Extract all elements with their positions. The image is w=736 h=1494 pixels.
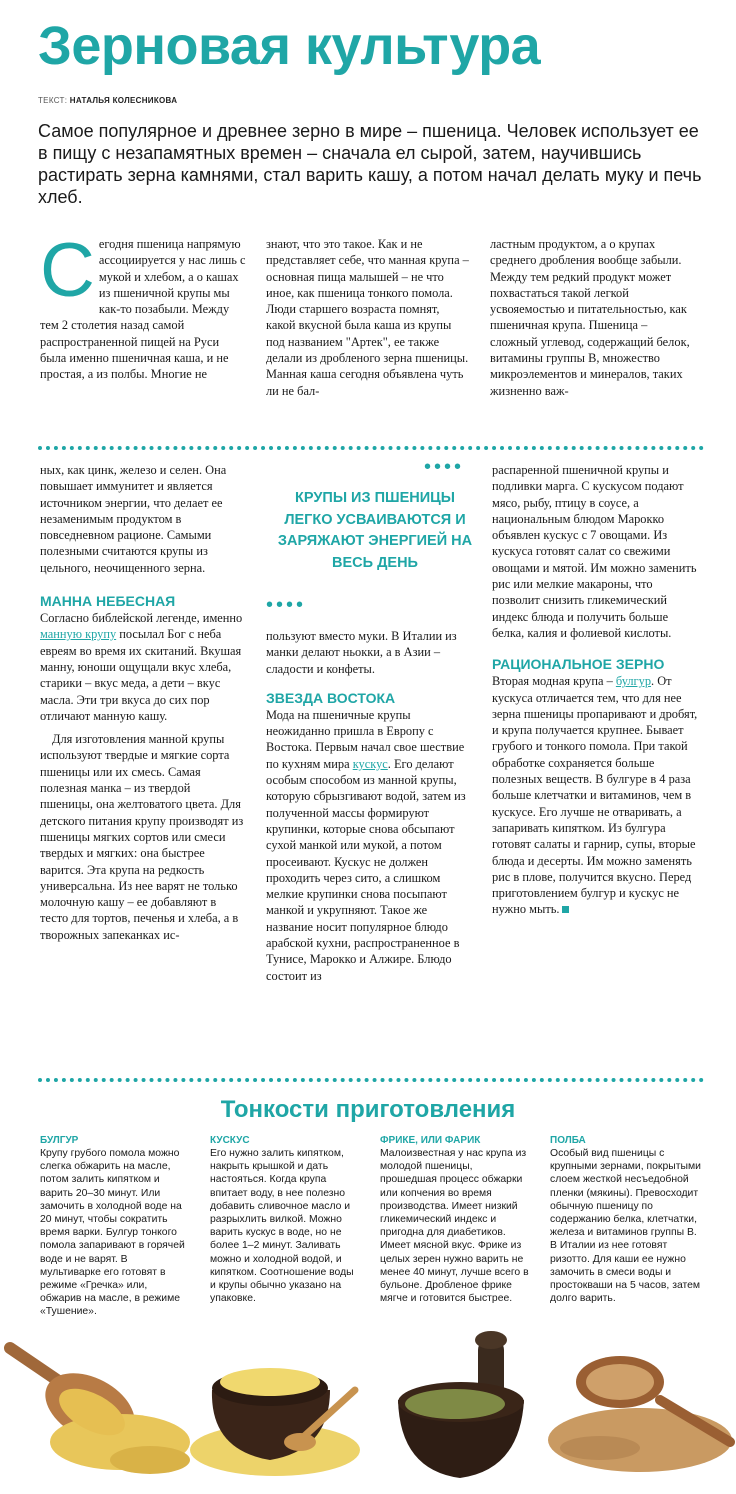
bulgur-scoop-illustration <box>10 1348 190 1474</box>
intro-column-3: ластным продуктом, а о крупах среднего дробления вообще забыли. Между тем редкий продукт может похвастаться такой легкой усвояемостью и питательностью, как пшеничная крупа. Пшеница – сложный углевод, содержащий белок, витамины группы В, множество микроэлементов и минералов, таких жизненно важ- <box>490 237 690 398</box>
tip-kuskus: КУСКУС Его нужно залить кипятком, накрыть крышкой и дать настояться. Когда крупа впитает воду, в нее полезно добавить сливочное масло и разрыхлить вилкой. Можно варить кускус в воде, но не более 1–2 минут. Заливать можно и холодной водой, и кипятком. Соотношение воды и крупы обычно указано на упаковке. <box>210 1135 354 1305</box>
middle-column: пользуют вместо муки. В Италии из манки делают ньокки, а в Азии – сладости и конфеты. ЗВЕЗДА ВОСТОКА Мода на пшеничные крупы неожиданно пришла в Европу с Востока. Первым начал свое шествие по кухням мира кускус. Его делают особым способом из манной крупы, которую сбрызгивают водой, затем из полученной массы формируют крупинки, которые снова обсыпают сухой манкой или мукой, а потом просеивают. Кускус не должен проходить через сито, а слишком мелкие крупинки снова посыпают манкой и укрупняют. Такое же название носит популярное блюдо арабской кухни, распространенное в Тунисе, Марокко и Алжире. Блюдо состоит из <box>266 628 472 984</box>
tips-title: Тонкости приготовления <box>220 1096 516 1123</box>
couscous-pot-illustration <box>190 1368 360 1476</box>
tip-frike: ФРИКЕ, ИЛИ ФАРИК Малоизвестная у нас крупа из молодой пшеницы, прошедшая процесс обжарки или копчения во время производства. Имеет низкий гликемический индекс и пригодна для диабетиков. Имеет мясной вкус. Фрике из целых зерен нужно варить не менее 40 минут, лучше всего в бульоне. Дробленое фрике мягче и готовится быстрее. <box>380 1135 529 1305</box>
tip-polba: ПОЛБА Особый вид пшеницы с крупными зернами, покрытыми слоем жесткой несъедобной пленки (мякины). Превосходит обычную пшеницу по содержанию белка, клетчатки, железа и витаминов группы В. В Италии из нее готовят ризотто. Для каши ее нужно замочить в смеси воды и простокваши на 5 часов, затем долго варить. <box>550 1135 701 1305</box>
right-column: распаренной пшеничной крупы и подливки марга. С кускусом подают мясо, рыбу, птицу в соусе, а национальным блюдом Марокко объявлен кускус с 7 овощами. Из кускуса готовят салат со свежими овощами и мятой. Им можно заменить рис или мелкие макароны, что позволит снизить гликемический индекс блюда и получить больше белка, калия и фолиевой кислоты. РАЦИОНАЛЬНОЕ ЗЕРНО Вторая модная крупа – булгур. От кускуса отличается тем, что для нее зерна пшеницы пропаривают и дробят, и крупа получается крупнее. Бывает грубого и тонкого помола. При такой обработке сохраняется больше полезных веществ. В булгуре в 4 раза больше клетчатки и витаминов, чем в кускусе. Его лучше не отваривать, а запаривать кипятком. Из булгура готовят салаты и гарнир, супы, вторые блюда и десерты. Им можно заменять рис в плове, получится вкусно. Перед приготовлением булгур и кускус не нужно мыть. <box>492 463 698 917</box>
intro-column-2: знают, что это такое. Как и не представляет себе, что манная крупа – основная пища малышей – не что иное, как пшеница тонкого помола. Люди старшего возраста помнят, какой вкусной была каша из крупы под названием "Артек", ее также делали из дробленого зерна пшеницы. Манная каша сегодня объявлена чуть ли не бал- <box>266 237 469 398</box>
section-divider-top <box>38 446 704 450</box>
pull-quote: КРУПЫ ИЗ ПШЕНИЦЫ ЛЕГКО УСВАИВАЮТСЯ И ЗАРЯЖАЮТ ЭНЕРГИЕЙ НА ВЕСЬ ДЕНЬ <box>277 490 473 571</box>
intro-column-1: С егодня пшеница напрямую ассоциируется у нас лишь с мукой и хлебом, а о кашах из пшеничной крупы мы как-то позабыли. Между тем 2 столетия назад самой распространенной пищей на Руси была именно пшеничная каша, и не простая, а из полбы. Многие не <box>40 228 246 382</box>
left-column: ных, как цинк, железо и селен. Она повышает иммунитет и является источником энергии, что делает ее незаменимым продуктом в повседневном рационе. Самыми полезными считаются крупы из цельного, неочищенного зерна. МАННА НЕБЕСНАЯ Согласно библейской легенде, именно манную крупу посылал Бог с неба евреям во время их скитаний. Вкушая манну, юноши ощущали вкус хлеба, старики – вкус меда, а дети – вкус масла. Эти три вкуса до сих пор отличают манную кашу. Для изготовления манной крупы используют твердые и мягкие сорта пшеницы или их смесь. Самая полезная манка – из твердой пшеницы, она желтоватого цвета. Для детского питания крупу производят из пшеницы мягких сортов или смеси твердых и мягких: она быстрее варится. Эта крупа на редкость универсальна. Из нее варят не только молочную кашу – ее добавляют в тесто для тортов, печенья и хлеба, а в творожных запеканках ис- <box>40 462 246 943</box>
section-divider-bottom <box>38 1078 704 1082</box>
tip-bulgur: БУЛГУР Крупу грубого помола можно слегка обжарить на масле, потом залить кипятком и варить 20–30 минут. Или замочить в холодной воде на 20 минут, чтобы сократить время варки. Булгур тонкого помола запаривают в горячей воде и не варят. В мультиварке его готовят в режиме «Гречка» или, обжарив на масле, в режиме «Тушение». <box>40 1135 185 1318</box>
freekeh-bowl-illustration <box>398 1331 524 1478</box>
byline: ТЕКСТ: НАТАЛЬЯ КОЛЕСНИКОВА <box>38 96 178 105</box>
heading-zvezda: ЗВЕЗДА ВОСТОКА <box>266 689 396 706</box>
spelt-spoon-illustration <box>548 1356 732 1472</box>
link-manka[interactable]: манную крупу <box>40 627 117 642</box>
link-bulgur[interactable]: булгур <box>615 674 652 689</box>
article-title: Зерновая культура <box>38 16 541 76</box>
quote-dots-bottom: •••• <box>266 594 307 616</box>
quote-dots-top: •••• <box>424 456 465 478</box>
heading-racionalnoe: РАЦИОНАЛЬНОЕ ЗЕРНО <box>492 656 665 673</box>
heading-manna: МАННА НЕБЕСНАЯ <box>40 593 176 610</box>
lead-paragraph: Самое популярное и древнее зерно в мире – пшеница. Человек использует ее в пищу с незапамятных времен – сначала ел сырой, затем, научившись растирать зерна камнями, стал варить кашу, а потом начал делать муку и печь хлеб. <box>38 121 702 207</box>
dropcap: С <box>40 228 95 313</box>
grain-illustrations <box>0 1330 736 1490</box>
end-mark <box>562 906 569 913</box>
link-kuskus[interactable]: кускус <box>352 756 388 771</box>
